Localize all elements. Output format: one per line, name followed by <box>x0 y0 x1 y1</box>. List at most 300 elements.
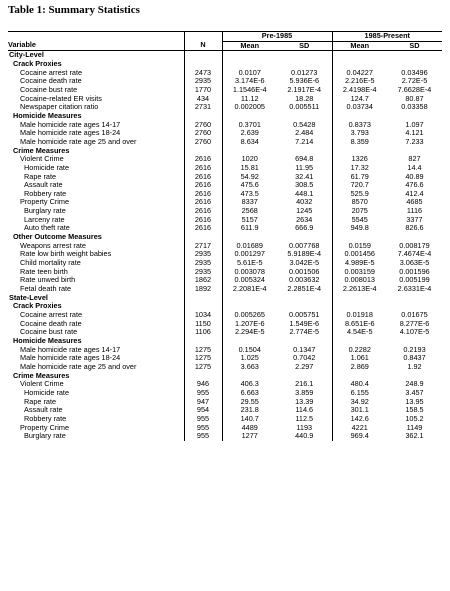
cell-sd-post <box>387 112 442 121</box>
cell-mean-pre: 0.003078 <box>222 268 277 277</box>
cell-sd-pre: 114.6 <box>295 406 314 415</box>
cell-mean-pre: 29.55 <box>222 398 277 407</box>
column-header-mean-pre: Mean <box>222 41 277 51</box>
cell-mean-pre: 0.005265 <box>222 311 277 320</box>
table-row <box>8 415 442 424</box>
cell-sd-pre: 5.936E-6 <box>289 77 320 86</box>
cell-sd-pre: 7.214 <box>295 137 314 146</box>
cell-mean-pre: 140.7 <box>222 415 277 424</box>
cell-mean-post: 6.155 <box>332 389 387 398</box>
row-label: Rape rate <box>24 397 57 406</box>
row-label: Homicide rate <box>24 388 70 397</box>
cell-n: 1862 <box>184 276 222 285</box>
cell-n: 2616 <box>184 173 222 182</box>
cell-mean-pre <box>222 112 277 121</box>
row-label: Rate teen birth <box>20 267 68 276</box>
cell-mean-post: 969.4 <box>332 432 387 441</box>
table-row <box>8 164 442 173</box>
cell-mean-pre: 1.207E-6 <box>222 320 277 329</box>
table-row <box>8 380 442 389</box>
cell-sd-post: 3.457 <box>405 388 424 397</box>
cell-sd-pre <box>277 294 332 303</box>
cell-sd-pre <box>277 233 332 242</box>
cell-mean-pre: 5.61E-5 <box>222 259 277 268</box>
cell-sd-pre: 13.39 <box>295 397 314 406</box>
row-label: Larceny rate <box>24 215 65 224</box>
row-label: Male homicide rate ages 18-24 <box>20 129 121 138</box>
cell-mean-pre: 3.663 <box>222 363 277 372</box>
cell-n: 2616 <box>184 224 222 233</box>
row-label: Male homicide rate ages 14-17 <box>20 120 121 129</box>
row-label: Cocaine arrest rate <box>20 68 83 77</box>
cell-mean-post: 0.04227 <box>332 69 387 78</box>
row-label: Burglary rate <box>24 432 66 441</box>
cell-sd-pre: 3.859 <box>295 388 314 397</box>
cell-n: 2935 <box>184 259 222 268</box>
cell-n: 2616 <box>184 155 222 164</box>
column-header-mean-post: Mean <box>332 41 387 51</box>
cell-sd-post: 105.2 <box>405 414 424 423</box>
cell-mean-pre: 1277 <box>222 432 277 441</box>
cell-mean-post <box>332 60 387 69</box>
cell-sd-pre: 2.774E-5 <box>289 328 320 337</box>
table-row <box>8 69 442 78</box>
cell-n: 955 <box>184 424 222 433</box>
cell-mean-post <box>332 112 387 121</box>
cell-mean-post: 0.2282 <box>332 346 387 355</box>
cell-n: 2935 <box>184 77 222 86</box>
column-header-n: N <box>184 41 222 51</box>
summary-table-wrapper <box>8 31 442 441</box>
cell-mean-post: 2.216E-5 <box>332 77 387 86</box>
column-header-row <box>8 41 442 51</box>
row-label: Robbery rate <box>24 189 67 198</box>
cell-mean-post: 124.7 <box>332 95 387 104</box>
cell-mean-pre <box>222 294 277 303</box>
table-row <box>8 242 442 251</box>
column-header-variable: Variable <box>8 41 184 51</box>
row-label: Weapons arrest rate <box>20 241 86 250</box>
cell-sd-post: 40.89 <box>405 172 424 181</box>
cell-sd-pre: 694.8 <box>295 155 314 164</box>
cell-sd-post: 476.6 <box>405 181 424 190</box>
cell-sd-pre: 0.005511 <box>289 103 320 112</box>
cell-mean-pre: 8.634 <box>222 138 277 147</box>
cell-sd-post: 0.8437 <box>403 354 426 363</box>
cell-mean-pre: 0.001297 <box>222 250 277 259</box>
row-label: Violent Crime <box>20 155 64 164</box>
table-row <box>8 207 442 216</box>
row-label: Homicide Measures <box>13 336 82 345</box>
row-label: Rape rate <box>24 172 57 181</box>
cell-sd-post: 248.9 <box>405 380 424 389</box>
cell-mean-pre: 2.2081E-4 <box>222 285 277 294</box>
cell-n: 955 <box>184 432 222 441</box>
table-row <box>8 103 442 112</box>
cell-mean-pre <box>222 51 277 60</box>
subsection-row <box>8 147 442 156</box>
row-label: Fetal death rate <box>20 285 72 294</box>
cell-sd-post: 4.107E-5 <box>399 328 430 337</box>
row-label: Auto theft rate <box>24 224 70 233</box>
cell-sd-pre: 0.5428 <box>293 120 316 129</box>
cell-sd-post: 3.063E-5 <box>399 259 430 268</box>
cell-mean-post: 4221 <box>332 424 387 433</box>
cell-mean-pre: 4489 <box>222 424 277 433</box>
cell-mean-pre: 406.3 <box>222 380 277 389</box>
row-label: Violent Crime <box>20 380 64 389</box>
cell-sd-pre: 0.1347 <box>293 345 316 354</box>
cell-sd-pre: 0.005751 <box>289 311 320 319</box>
cell-sd-post: 14.4 <box>407 163 422 172</box>
row-label: Crack Proxies <box>13 302 62 311</box>
cell-mean-pre: 2.294E-5 <box>222 328 277 337</box>
cell-sd-pre <box>277 112 332 121</box>
table-row <box>8 259 442 268</box>
row-label: Cocaine arrest rate <box>20 311 83 319</box>
cell-mean-pre: 473.5 <box>222 190 277 199</box>
cell-mean-pre: 475.6 <box>222 181 277 190</box>
cell-sd-post <box>387 372 442 381</box>
row-label: State-Level <box>9 293 48 302</box>
cell-n: 1275 <box>184 354 222 363</box>
cell-mean-post <box>332 302 387 311</box>
cell-n: 954 <box>184 406 222 415</box>
row-label: Cocaine death rate <box>20 319 82 328</box>
cell-mean-post: 34.92 <box>332 398 387 407</box>
table-row <box>8 138 442 147</box>
row-label: Cocaine bust rate <box>20 85 78 94</box>
cell-mean-post: 525.9 <box>332 190 387 199</box>
cell-mean-pre: 0.0107 <box>222 69 277 78</box>
cell-n <box>184 233 222 242</box>
cell-sd-pre: 3.042E-5 <box>289 259 320 268</box>
cell-sd-pre: 2.2851E-4 <box>287 285 322 294</box>
cell-sd-post <box>387 147 442 156</box>
cell-mean-pre: 11.12 <box>222 95 277 104</box>
cell-n: 2616 <box>184 190 222 199</box>
cell-sd-pre: 2.1917E-4 <box>287 85 322 94</box>
cell-mean-post: 0.01918 <box>332 311 387 320</box>
cell-sd-pre: 0.01273 <box>291 68 318 77</box>
cell-n: 947 <box>184 398 222 407</box>
cell-mean-post: 4.54E-5 <box>332 328 387 337</box>
row-label: Crime Measures <box>13 146 70 155</box>
cell-mean-post: 0.001456 <box>332 250 387 259</box>
subsection-row <box>8 302 442 311</box>
row-label: Male homicide rate ages 18-24 <box>20 354 121 363</box>
cell-mean-post: 3.793 <box>332 129 387 138</box>
cell-sd-pre: 0.7042 <box>293 354 316 363</box>
row-label: Other Outcome Measures <box>13 233 102 242</box>
table-row <box>8 121 442 130</box>
cell-mean-post: 1326 <box>332 155 387 164</box>
row-label: Robbery rate <box>24 414 67 423</box>
row-label: Crime Measures <box>13 371 70 380</box>
cell-mean-post <box>332 233 387 242</box>
cell-mean-pre: 6.663 <box>222 389 277 398</box>
cell-n: 2760 <box>184 138 222 147</box>
cell-sd-pre <box>277 302 332 311</box>
cell-sd-pre: 32.41 <box>295 172 314 181</box>
row-label: Cocaine-related ER visits <box>20 94 102 103</box>
cell-mean-pre: 3.174E-6 <box>222 77 277 86</box>
cell-n: 2731 <box>184 103 222 112</box>
table-row <box>8 406 442 415</box>
cell-mean-pre: 231.8 <box>222 406 277 415</box>
cell-mean-pre <box>222 233 277 242</box>
cell-n: 2616 <box>184 181 222 190</box>
row-label: Cocaine death rate <box>20 77 82 86</box>
cell-sd-post: 0.005199 <box>399 276 430 285</box>
cell-mean-pre: 1020 <box>222 155 277 164</box>
cell-sd-post <box>387 233 442 242</box>
cell-mean-post: 480.4 <box>332 380 387 389</box>
cell-mean-pre: 15.81 <box>222 164 277 173</box>
cell-sd-post <box>387 294 442 303</box>
cell-mean-pre: 611.9 <box>222 224 277 233</box>
cell-n: 1275 <box>184 363 222 372</box>
table-row <box>8 198 442 207</box>
table-row <box>8 276 442 285</box>
table-row <box>8 285 442 294</box>
cell-sd-pre: 666.9 <box>295 224 314 233</box>
cell-sd-post <box>387 302 442 311</box>
cell-n: 2760 <box>184 129 222 138</box>
cell-n <box>184 302 222 311</box>
cell-sd-post: 4.121 <box>405 129 424 138</box>
cell-sd-pre: 0.003632 <box>289 276 320 285</box>
row-label: Burglary rate <box>24 207 66 216</box>
cell-n: 1034 <box>184 311 222 320</box>
cell-mean-pre: 0.3701 <box>222 121 277 130</box>
cell-sd-pre: 5.9189E-4 <box>287 250 322 259</box>
subsection-row <box>8 233 442 242</box>
table-row <box>8 86 442 95</box>
group-header-row <box>8 32 442 42</box>
table-row <box>8 268 442 277</box>
cell-sd-pre: 0.001506 <box>289 267 320 276</box>
cell-mean-post: 301.1 <box>332 406 387 415</box>
column-header-sd-post: SD <box>387 41 442 51</box>
cell-mean-pre: 54.92 <box>222 173 277 182</box>
cell-sd-post <box>387 60 442 69</box>
cell-sd-post: 1.097 <box>405 120 424 129</box>
table-row <box>8 363 442 372</box>
cell-mean-pre: 0.1504 <box>222 346 277 355</box>
section-row <box>8 51 442 60</box>
cell-mean-post <box>332 147 387 156</box>
cell-mean-post: 2.4198E-4 <box>332 86 387 95</box>
table-row <box>8 224 442 233</box>
cell-mean-pre: 0.01689 <box>222 242 277 251</box>
table-row <box>8 216 442 225</box>
table-row <box>8 250 442 259</box>
cell-mean-pre: 8337 <box>222 198 277 207</box>
cell-mean-pre: 5157 <box>222 216 277 225</box>
cell-mean-pre: 0.002005 <box>222 103 277 112</box>
cell-mean-post: 2075 <box>332 207 387 216</box>
row-label: Crack Proxies <box>13 59 62 68</box>
cell-mean-post <box>332 294 387 303</box>
cell-sd-post: 4685 <box>406 198 423 207</box>
cell-sd-post: 7.6628E-4 <box>397 85 432 94</box>
cell-n: 2616 <box>184 164 222 173</box>
cell-sd-pre: 1.549E-6 <box>289 319 320 328</box>
cell-sd-post: 362.1 <box>405 432 424 441</box>
cell-sd-post: 827 <box>408 155 421 164</box>
cell-sd-pre: 308.5 <box>295 181 314 190</box>
cell-n: 2616 <box>184 207 222 216</box>
cell-sd-post: 0.008179 <box>399 241 430 250</box>
cell-sd-post: 3377 <box>406 215 423 224</box>
cell-sd-post <box>387 51 442 60</box>
cell-sd-post: 1.92 <box>407 362 422 371</box>
cell-n <box>184 51 222 60</box>
subsection-row <box>8 372 442 381</box>
cell-sd-pre: 1193 <box>296 423 313 432</box>
cell-mean-post: 142.6 <box>332 415 387 424</box>
cell-mean-post: 720.7 <box>332 181 387 190</box>
cell-sd-post: 0.03358 <box>401 103 428 112</box>
cell-sd-pre <box>277 147 332 156</box>
row-label: Rate unwed birth <box>20 276 76 285</box>
cell-sd-post: 0.01675 <box>401 311 428 319</box>
cell-sd-pre: 11.95 <box>295 163 314 172</box>
row-label: Homicide Measures <box>13 111 82 120</box>
cell-n: 2616 <box>184 198 222 207</box>
table-row <box>8 432 442 441</box>
cell-mean-post: 1.061 <box>332 354 387 363</box>
cell-n <box>184 112 222 121</box>
summary-statistics-table <box>8 31 442 441</box>
row-label: Male homicide rate ages 14-17 <box>20 345 121 354</box>
cell-n <box>184 60 222 69</box>
table-row <box>8 354 442 363</box>
cell-n: 2935 <box>184 268 222 277</box>
table-row <box>8 129 442 138</box>
group-header-pre1985: Pre-1985 <box>222 32 332 42</box>
cell-sd-post: 1116 <box>406 207 423 216</box>
cell-mean-pre: 2.639 <box>222 129 277 138</box>
cell-sd-post: 13.95 <box>405 397 424 406</box>
table-row <box>8 181 442 190</box>
cell-mean-post <box>332 337 387 346</box>
cell-sd-pre <box>277 372 332 381</box>
cell-mean-post: 61.79 <box>332 173 387 182</box>
cell-sd-pre: 440.9 <box>295 432 314 441</box>
cell-sd-post: 2.6331E-4 <box>397 285 432 294</box>
cell-sd-post: 412.4 <box>405 189 424 198</box>
cell-n: 946 <box>184 380 222 389</box>
cell-n <box>184 147 222 156</box>
cell-mean-post: 0.008013 <box>332 276 387 285</box>
cell-mean-pre <box>222 60 277 69</box>
cell-sd-pre: 18.28 <box>295 94 314 103</box>
cell-sd-post: 826.6 <box>405 224 424 233</box>
cell-mean-post: 8.359 <box>332 138 387 147</box>
section-row <box>8 294 442 303</box>
cell-sd-pre: 112.5 <box>295 414 314 423</box>
cell-n: 1150 <box>184 320 222 329</box>
cell-sd-post: 0.2193 <box>403 345 426 354</box>
row-label: Homicide rate <box>24 163 70 172</box>
table-row <box>8 320 442 329</box>
cell-n: 2473 <box>184 69 222 78</box>
table-row <box>8 346 442 355</box>
cell-mean-post: 8.651E-6 <box>332 320 387 329</box>
subsection-row <box>8 60 442 69</box>
cell-sd-post: 2.72E-5 <box>401 77 428 86</box>
table-row <box>8 424 442 433</box>
cell-sd-post: 80.87 <box>405 94 424 103</box>
cell-sd-post: 7.4674E-4 <box>397 250 432 259</box>
cell-mean-post: 2.869 <box>332 363 387 372</box>
cell-mean-post: 5545 <box>332 216 387 225</box>
cell-mean-post: 4.989E-5 <box>332 259 387 268</box>
cell-mean-post: 2.2613E-4 <box>332 285 387 294</box>
subsection-row <box>8 337 442 346</box>
cell-sd-pre: 216.1 <box>295 380 314 389</box>
row-label: Male homicide rate age 25 and over <box>20 137 137 146</box>
cell-sd-post: 8.277E-6 <box>399 319 430 328</box>
cell-n: 955 <box>184 389 222 398</box>
cell-n: 434 <box>184 95 222 104</box>
table-row <box>8 398 442 407</box>
table-row <box>8 190 442 199</box>
cell-n: 1892 <box>184 285 222 294</box>
row-label: Assault rate <box>24 406 63 415</box>
row-label: Cocaine bust rate <box>20 328 78 337</box>
cell-mean-post <box>332 51 387 60</box>
row-label: Rate low birth weight babies <box>20 250 112 259</box>
cell-n: 955 <box>184 415 222 424</box>
table-body <box>8 51 442 441</box>
cell-sd-post: 0.03496 <box>401 68 428 77</box>
cell-n: 2760 <box>184 121 222 130</box>
column-header-sd-pre: SD <box>277 41 332 51</box>
cell-mean-pre: 1.1546E-4 <box>222 86 277 95</box>
row-label: Newspaper citation ratio <box>20 103 99 112</box>
cell-sd-pre: 2.297 <box>295 362 314 371</box>
cell-mean-post: 949.8 <box>332 224 387 233</box>
row-label: City-Level <box>9 50 44 60</box>
subsection-row <box>8 112 442 121</box>
cell-sd-pre: 0.007768 <box>289 241 320 250</box>
cell-n <box>184 337 222 346</box>
cell-mean-post: 0.0159 <box>332 242 387 251</box>
table-row <box>8 95 442 104</box>
table-row <box>8 155 442 164</box>
cell-mean-pre: 0.005324 <box>222 276 277 285</box>
cell-sd-post: 0.001596 <box>399 267 430 276</box>
cell-sd-pre <box>277 337 332 346</box>
row-label: Child mortality rate <box>20 259 81 268</box>
row-label: Property Crime <box>20 198 70 207</box>
group-header-1985-present: 1985-Present <box>332 32 442 42</box>
cell-sd-pre <box>277 60 332 69</box>
cell-n: 1770 <box>184 86 222 95</box>
table-row <box>8 328 442 337</box>
cell-sd-pre: 448.1 <box>295 189 314 198</box>
cell-mean-pre <box>222 337 277 346</box>
cell-mean-pre <box>222 372 277 381</box>
cell-mean-post <box>332 372 387 381</box>
cell-mean-post: 0.003159 <box>332 268 387 277</box>
cell-sd-post: 7.233 <box>405 137 424 146</box>
cell-n: 2616 <box>184 216 222 225</box>
cell-mean-pre: 1.025 <box>222 354 277 363</box>
